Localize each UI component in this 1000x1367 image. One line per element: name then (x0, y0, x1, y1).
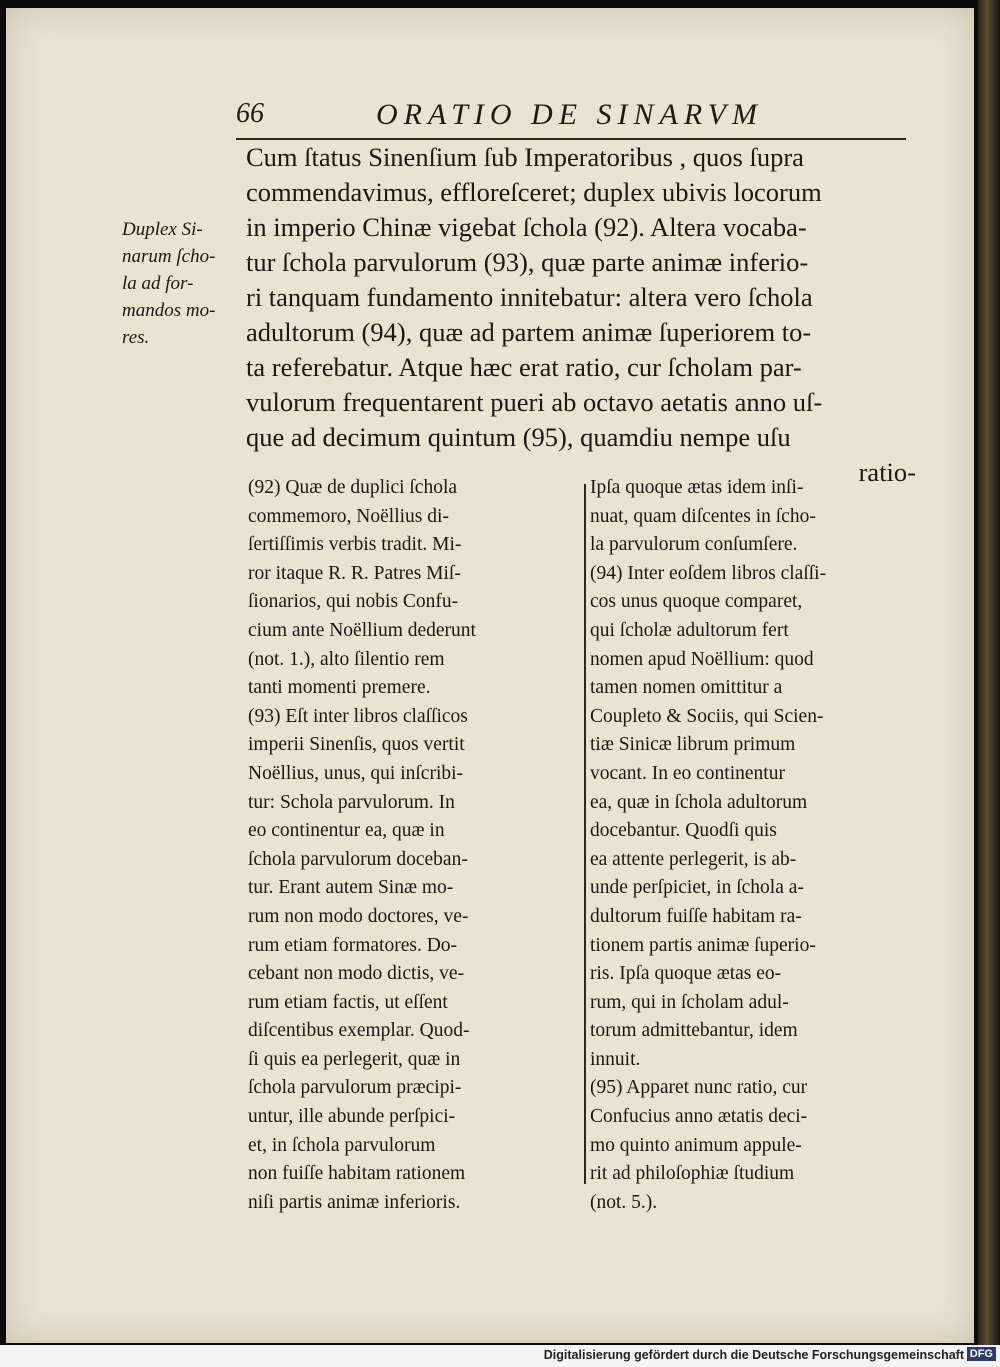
main-text-line: adultorum (94), quæ ad partem animæ ſuperiorem to- (246, 317, 812, 347)
footnote-line: tiæ Sinicæ librum primum (590, 734, 796, 756)
footnote-line: (92) Quæ de duplici ſchola (248, 477, 458, 498)
page-header (6, 98, 974, 138)
book-spine-shadow (978, 0, 1000, 1345)
footnote-line: diſcentibus exemplar. Quod- (248, 1020, 470, 1042)
footnote-line: tanti momenti premere. (248, 677, 431, 699)
footnote-line: cebant non modo dictis, ve- (248, 963, 465, 985)
running-title: ORATIO DE SINARVM (376, 98, 763, 131)
margin-note-line: Duplex Si- (122, 219, 203, 240)
footnote-line: Noëllius, unus, qui inſcribi- (248, 762, 464, 784)
margin-note-line: res. (122, 327, 150, 348)
footnote-line: imperii Sinenſis, quos vertit (248, 734, 465, 756)
footnote-line: nuat, quam diſcentes in ſcho- (590, 505, 816, 527)
footnote-line: (95) Apparet nunc ratio, cur (590, 1077, 808, 1099)
footnote-line: Confucius anno ætatis deci- (590, 1106, 808, 1128)
footnote-line: ſchola parvulorum doceban- (248, 848, 468, 870)
column-divider (584, 484, 586, 1184)
footnote-line: cos unus quoque comparet, (590, 591, 803, 613)
main-text-line: que ad decimum quintum (95), quamdiu nempe uſu (246, 422, 791, 452)
main-text-line: Cum ſtatus Sinenſium ſub Imperatoribus , quos ſupra (246, 142, 804, 172)
footnote-line: tur: Schola parvulorum. In (248, 791, 455, 813)
page-number: 66 (236, 98, 264, 129)
footnotes-left-column (248, 474, 578, 1217)
main-text-line: ri tanquam fundamento innitebatur: altera vero ſchola (246, 282, 813, 312)
footnote-line: ſchola parvulorum præcipi- (248, 1077, 462, 1099)
footnote-line: tionem partis animæ ſuperio- (590, 934, 816, 956)
book-page (6, 8, 974, 1343)
footnote-line: cium ante Noëllium dederunt (248, 619, 476, 641)
footnote-line: ea, quæ in ſchola adultorum (590, 791, 808, 813)
footnote-line: rum, qui in ſcholam adul- (590, 991, 789, 1013)
footnote-line: niſi partis animæ inferioris. (248, 1191, 461, 1213)
footnote-line: ror itaque R. R. Patres Miſ- (248, 562, 461, 584)
footnote-line: rum etiam factis, ut eſſent (248, 991, 448, 1013)
margin-note-line: mandos mo- (122, 300, 216, 321)
footnote-line: (94) Inter eoſdem libros claſſi- (590, 562, 827, 584)
margin-note-line: narum ſcho- (122, 246, 216, 267)
footnote-line: non fuiſſe habitam rationem (248, 1163, 466, 1185)
main-text-line: in imperio Chinæ vigebat ſchola (92). Altera vocaba- (246, 212, 807, 242)
footnote-line: qui ſcholæ adultorum fert (590, 619, 789, 641)
footnote-line: docebantur. Quodſi quis (590, 820, 777, 842)
footnote-line: (93) Eſt inter libros claſſicos (248, 705, 468, 727)
footnote-line: ſionarios, qui nobis Confu- (248, 591, 459, 613)
footnote-line: la parvulorum conſumſere. (590, 534, 798, 556)
footnote-line: (not. 1.), alto ſilentio rem (248, 648, 445, 670)
margin-note-line: la ad for- (122, 273, 194, 294)
footnote-line: ſertiſſimis verbis tradit. Mi- (248, 534, 462, 556)
footer-credit: Digitalisierung gefördert durch die Deutsche Forschungsgemeinschaft (543, 1348, 964, 1362)
main-text-line: tur ſchola parvulorum (93), quæ parte animæ inferio- (246, 247, 809, 277)
footnote-line: mo quinto animum appule- (590, 1134, 802, 1156)
footnote-line: (not. 5.). (590, 1191, 658, 1213)
footnote-line: eo continentur ea, quæ in (248, 820, 445, 842)
footnote-line: rum etiam formatores. Do- (248, 934, 458, 956)
footnote-line: ſi quis ea perlegerit, quæ in (248, 1048, 461, 1070)
footnote-line: nomen apud Noëllium: quod (590, 648, 814, 670)
footnote-line: commemoro, Noëllius di- (248, 505, 449, 527)
footnote-line: tamen nomen omittitur a (590, 677, 783, 699)
footnote-line: Ipſa quoque ætas idem inſi- (590, 477, 804, 498)
footnotes-right-column (590, 474, 912, 1217)
main-text-catchword: ratio- (858, 457, 916, 487)
footnote-line: tur. Erant autem Sinæ mo- (248, 877, 454, 899)
footnote-line: Coupleto & Sociis, qui Scien- (590, 705, 824, 727)
footnote-line: ea attente perlegerit, is ab- (590, 848, 797, 870)
footnote-line: vocant. In eo continentur (590, 762, 785, 784)
footnote-line: rit ad philoſophiæ ſtudium (590, 1163, 795, 1185)
main-text-line: vulorum frequentarent pueri ab octavo aetatis anno uſ- (246, 387, 823, 417)
dfg-logo: DFG (967, 1347, 996, 1361)
main-text-line: commendavimus, efflorеſceret; duplex ubivis locorum (246, 177, 822, 207)
footnote-line: et, in ſchola parvulorum (248, 1134, 436, 1156)
footnote-line: dultorum fuiſſe habitam ra- (590, 905, 802, 927)
footnote-line: unde perſpiciet, in ſchola a- (590, 877, 804, 899)
footnote-line: ris. Ipſa quoque ætas eo- (590, 963, 782, 985)
main-text-line: ta referebatur. Atque hæc erat ratio, cur ſcholam par- (246, 352, 802, 382)
margin-note (122, 216, 242, 351)
footer-bar (0, 1345, 1000, 1367)
footnote-line: innuit. (590, 1048, 641, 1070)
footnote-line: torum admittebantur, idem (590, 1020, 798, 1042)
footnote-line: rum non modo doctores, ve- (248, 905, 469, 927)
main-text (246, 140, 916, 490)
footnote-line: untur, ille abunde perſpici- (248, 1106, 456, 1128)
